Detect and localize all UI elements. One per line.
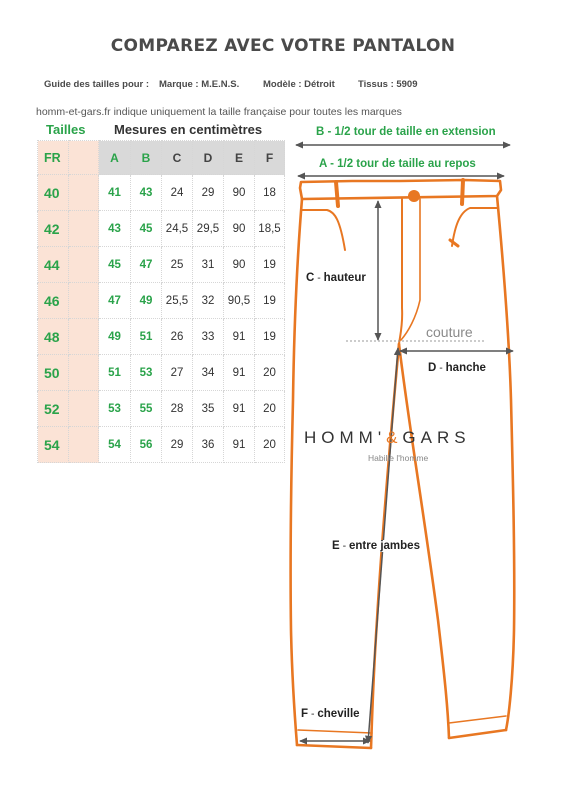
left-hem-cuff <box>298 730 372 733</box>
cell-fr: 52 <box>38 391 69 427</box>
trousers-outline <box>291 180 515 748</box>
cell-e: 91 <box>224 427 255 463</box>
label-c: C - hauteur <box>306 272 366 284</box>
cell-fr: 40 <box>38 175 69 211</box>
cell-d: 36 <box>193 427 224 463</box>
column-header-c: C <box>162 141 193 175</box>
sizes-header: Tailles <box>46 122 86 137</box>
cell-fr: 44 <box>38 247 69 283</box>
label-e-text: entre jambes <box>349 540 420 552</box>
cell-e: 90 <box>224 211 255 247</box>
label-a: A - 1/2 tour de taille au repos <box>319 158 476 170</box>
cell-fr: 42 <box>38 211 69 247</box>
cell-d: 29,5 <box>193 211 224 247</box>
cell-d: 32 <box>193 283 224 319</box>
brand-tagline: Habille l'homme <box>368 453 429 463</box>
label-d-letter: D <box>428 362 437 374</box>
cell-a: 54 <box>99 427 131 463</box>
cell-e: 90,5 <box>224 283 255 319</box>
cell-f: 19 <box>255 247 285 283</box>
label-a-text: 1/2 tour de taille au repos <box>337 158 476 170</box>
cell-b: 45 <box>131 211 162 247</box>
cell-a: 47 <box>99 283 131 319</box>
cell-b: 56 <box>131 427 162 463</box>
cell-b: 43 <box>131 175 162 211</box>
cell-fr: 54 <box>38 427 69 463</box>
column-header-f: F <box>255 141 285 175</box>
cell-c: 28 <box>162 391 193 427</box>
fly <box>399 199 402 344</box>
cell-f: 20 <box>255 355 285 391</box>
cell-d: 33 <box>193 319 224 355</box>
label-b: B - 1/2 tour de taille en extension <box>316 126 496 138</box>
label-a-letter: A <box>319 158 327 170</box>
cell-e: 91 <box>224 391 255 427</box>
cell-f: 20 <box>255 427 285 463</box>
label-c-text: hauteur <box>323 272 366 284</box>
measures-header: Mesures en centimètres <box>114 122 263 137</box>
column-header-b: B <box>131 141 162 175</box>
cell-b: 49 <box>131 283 162 319</box>
label-e-letter: E <box>332 540 340 552</box>
guide-model: Modèle : Détroit <box>263 79 335 90</box>
label-b-text: 1/2 tour de taille en extension <box>334 126 496 138</box>
label-couture: couture <box>426 324 473 340</box>
cell-e: 91 <box>224 319 255 355</box>
cell-b: 51 <box>131 319 162 355</box>
cell-d: 31 <box>193 247 224 283</box>
right-outer-seam <box>497 196 514 730</box>
cell-c: 25 <box>162 247 193 283</box>
label-f-text: cheville <box>317 708 360 720</box>
brand-logo <box>304 428 471 448</box>
cell-c: 25,5 <box>162 283 193 319</box>
label-d-text: hanche <box>445 362 486 374</box>
column-header-a: A <box>99 141 131 175</box>
column-header-e: E <box>224 141 255 175</box>
cell-c: 26 <box>162 319 193 355</box>
left-belt-loop <box>336 182 338 206</box>
cell-e: 90 <box>224 175 255 211</box>
right-hem-cuff <box>449 716 506 723</box>
cell-c: 24,5 <box>162 211 193 247</box>
cell-f: 20 <box>255 391 285 427</box>
column-header-fr: FR <box>38 141 69 175</box>
cell-e: 91 <box>224 355 255 391</box>
label-f-letter: F <box>301 708 309 720</box>
cell-a: 51 <box>99 355 131 391</box>
cell-d: 35 <box>193 391 224 427</box>
label-f: F - cheville <box>301 708 360 720</box>
cell-b: 55 <box>131 391 162 427</box>
cell-f: 19 <box>255 283 285 319</box>
size-note: homm-et-gars.fr indique uniquement la taille française pour toutes les marques <box>36 106 402 118</box>
label-b-letter: B <box>316 126 325 138</box>
cell-a: 49 <box>99 319 131 355</box>
cell-d: 34 <box>193 355 224 391</box>
guide-fabric: Tissus : 5909 <box>358 79 418 90</box>
cell-b: 53 <box>131 355 162 391</box>
cell-c: 29 <box>162 427 193 463</box>
left-pocket <box>302 210 345 250</box>
cell-a: 53 <box>99 391 131 427</box>
cell-b: 47 <box>131 247 162 283</box>
left-outer-seam <box>291 199 302 745</box>
cell-f: 18 <box>255 175 285 211</box>
cell-fr: 50 <box>38 355 69 391</box>
right-hem <box>449 730 506 738</box>
cell-a: 43 <box>99 211 131 247</box>
guide-brand: Marque : M.E.N.S. <box>159 79 240 90</box>
right-pocket <box>452 208 497 246</box>
cell-d: 29 <box>193 175 224 211</box>
fly-stitch <box>401 199 420 340</box>
brand-right: GARS <box>402 428 471 447</box>
brand-left: HOMM' <box>304 428 387 447</box>
cell-a: 45 <box>99 247 131 283</box>
cell-fr: 46 <box>38 283 69 319</box>
guide-label: Guide des tailles pour : <box>44 79 150 90</box>
cell-a: 41 <box>99 175 131 211</box>
waistband <box>300 180 501 199</box>
label-c-letter: C <box>306 272 315 284</box>
cell-c: 27 <box>162 355 193 391</box>
cell-e: 90 <box>224 247 255 283</box>
column-header-d: D <box>193 141 224 175</box>
cell-fr: 48 <box>38 319 69 355</box>
left-hem <box>297 745 371 748</box>
cell-f: 18,5 <box>255 211 285 247</box>
page-title: COMPAREZ AVEC VOTRE PANTALON <box>110 36 456 56</box>
brand-ampersand: & <box>386 428 403 447</box>
cell-c: 24 <box>162 175 193 211</box>
cell-f: 19 <box>255 319 285 355</box>
right-belt-loop <box>462 180 463 204</box>
label-d: D - hanche <box>428 362 486 374</box>
label-e: E - entre jambes <box>332 540 420 552</box>
waist-button <box>408 190 420 202</box>
